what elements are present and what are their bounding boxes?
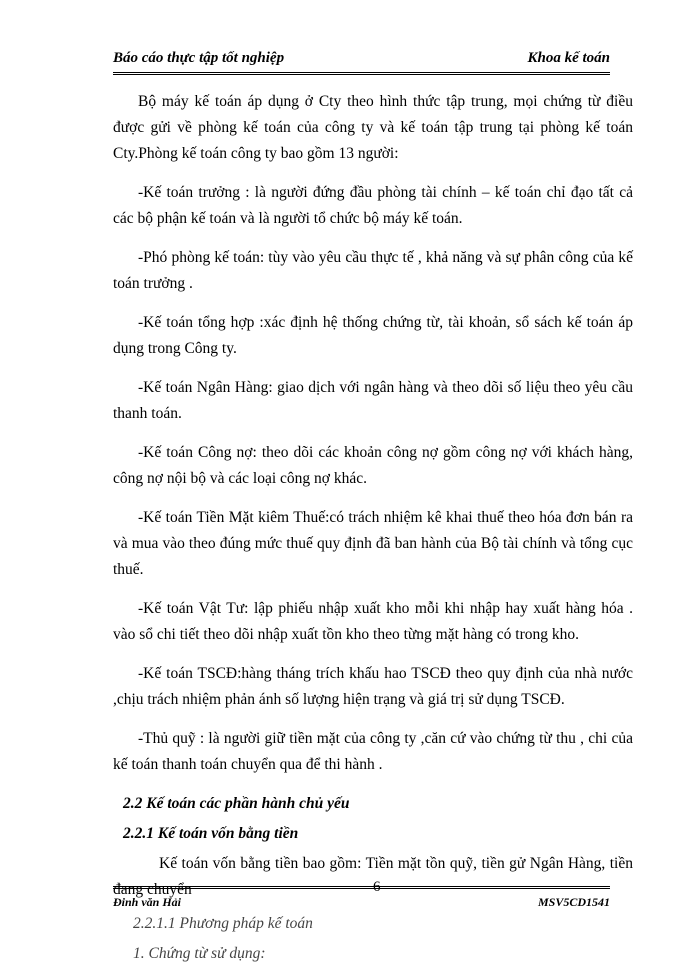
role-deputy-head: -Phó phòng kế toán: tùy vào yêu cầu thực tế , khả năng và sự phân công của kế toán trưởng . xyxy=(113,249,633,292)
page-number: 6 xyxy=(373,879,381,895)
list-item-documents: 1. Chứng từ sử dụng: xyxy=(133,945,266,962)
role-debt-accountant: -Kế toán Công nợ: theo dõi các khoản công nợ gồm công nợ với khách hàng, công nợ nội bộ và các loại công nợ khác. xyxy=(113,444,633,487)
role-bank-accountant: -Kế toán Ngân Hàng: giao dịch với ngân hàng và theo dõi số liệu theo yêu cầu thanh toán. xyxy=(113,379,633,422)
section-heading-2-2-1: 2.2.1 Kế toán vốn bằng tiền xyxy=(123,825,299,842)
header-department: Khoa kế toán xyxy=(527,50,610,66)
role-fixed-assets-accountant: -Kế toán TSCĐ:hàng tháng trích khấu hao TSCĐ theo quy định của nhà nước ,chịu trách nhiệm phản ánh số lượng hiện trạng và giá trị sử dụng TSCĐ. xyxy=(113,665,633,708)
role-treasurer: -Thủ quỹ : là người giữ tiền mặt của công ty ,căn cứ vào chứng từ thu , chi của kế toán thanh toán chuyển qua để thi hành . xyxy=(113,730,633,773)
document-body xyxy=(113,89,633,971)
intro-paragraph: Bộ máy kế toán áp dụng ở Cty theo hình thức tập trung, mọi chứng từ điều được gửi về phòng kế toán của công ty và kế toán tập trung tại phòng kế toán Cty.Phòng kế toán công ty bao gồm 13 người: xyxy=(113,93,633,162)
role-cash-tax-accountant: -Kế toán Tiền Mặt kiêm Thuế:có trách nhiệm kê khai thuế theo hóa đơn bán ra và mua vào theo đúng mức thuế quy định đã ban hành của Bộ tài chính và tổng cục thuế. xyxy=(113,509,633,578)
header-report-title: Báo cáo thực tập tốt nghiệp xyxy=(113,50,285,66)
role-general-accountant: -Kế toán tổng hợp :xác định hệ thống chứng từ, tài khoản, sổ sách kế toán áp dụng trong Công ty. xyxy=(113,314,633,357)
section-heading-2-2-1-1: 2.2.1.1 Phương pháp kế toán xyxy=(133,915,313,932)
role-materials-accountant: -Kế toán Vật Tư: lập phiếu nhập xuất kho mỗi khi nhập hay xuất hàng hóa . vào sổ chi tiết theo dõi nhập xuất tồn kho theo từng mặt hàng có trong kho. xyxy=(113,600,633,643)
role-chief-accountant: -Kế toán trưởng : là người đứng đầu phòng tài chính – kế toán chỉ đạo tất cả các bộ phận kế toán và là người tổ chức bộ máy kế toán. xyxy=(113,184,633,227)
section-2-2-1-paragraph: Kế toán vốn bằng tiền bao gồm: Tiền mặt tồn quỹ, tiền gử Ngân Hàng, tiền đang chuyển xyxy=(113,855,633,898)
page-footer xyxy=(113,879,610,911)
footer-student-id: MSV5CD1541 xyxy=(537,895,610,909)
page-header xyxy=(113,46,610,75)
section-heading-2-2: 2.2 Kế toán các phần hành chủ yếu xyxy=(123,795,350,812)
footer-author: Đinh văn Hải xyxy=(113,895,182,909)
